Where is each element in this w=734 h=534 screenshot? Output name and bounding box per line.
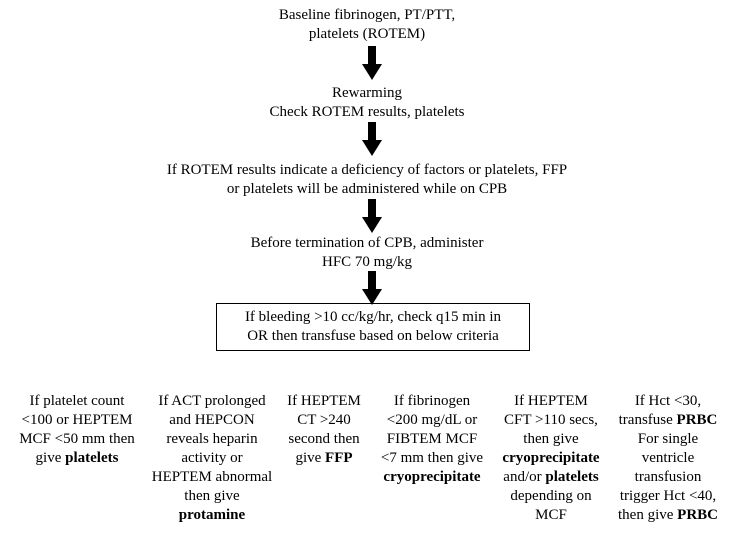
criterion-text: If ACT prolonged xyxy=(158,393,266,409)
criterion-protamine xyxy=(146,392,278,525)
criterion-text: reveals heparin xyxy=(166,431,258,447)
criterion-text: HEPTEM abnormal xyxy=(151,469,273,485)
step-before-termination xyxy=(0,234,734,272)
down-arrow-icon xyxy=(362,122,382,158)
criterion-text: CT >240 xyxy=(297,412,351,428)
criterion-ffp xyxy=(280,392,368,468)
criterion-line xyxy=(146,449,278,468)
criterion-text: CFT >110 secs, xyxy=(504,412,598,428)
criterion-text: trigger Hct <40, xyxy=(619,488,717,504)
criterion-line xyxy=(368,411,496,430)
criterion-treatment: cryoprecipitate xyxy=(502,450,600,466)
criterion-text: and HEPCON xyxy=(169,412,255,428)
criterion-line xyxy=(280,392,368,411)
criterion-text: MCF xyxy=(535,507,567,523)
step-line: or platelets will be administered while on CPB xyxy=(226,181,508,197)
criterion-line xyxy=(496,411,606,430)
criterion-line xyxy=(496,392,606,411)
criterion-line xyxy=(368,449,496,468)
criterion-line xyxy=(606,487,730,506)
criterion-line xyxy=(606,468,730,487)
criterion-line xyxy=(496,487,606,506)
criterion-treatment: platelets xyxy=(65,450,119,466)
step-line: Baseline fibrinogen, PT/PTT, xyxy=(278,7,456,23)
criterion-platelets xyxy=(8,392,146,468)
down-arrow-icon xyxy=(362,46,382,82)
criterion-line xyxy=(496,449,606,468)
criterion-line xyxy=(606,430,730,449)
criterion-line xyxy=(496,430,606,449)
step-line: Check ROTEM results, platelets xyxy=(269,104,465,120)
criterion-treatment: protamine xyxy=(178,507,246,523)
criterion-line xyxy=(496,506,606,525)
criterion-treatment: PRBC xyxy=(676,412,718,428)
criterion-text: If fibrinogen xyxy=(393,393,471,409)
criterion-text: depending on xyxy=(510,488,592,504)
step-line: If ROTEM results indicate a deficiency of factors or platelets, FFP xyxy=(166,162,568,178)
criterion-line xyxy=(8,411,146,430)
criterion-text: then give xyxy=(184,488,240,504)
criterion-cryo-or-platelets xyxy=(496,392,606,525)
criterion-text: <100 or HEPTEM xyxy=(21,412,133,428)
criterion-text: transfuse xyxy=(618,412,677,428)
criterion-cryoprecipitate xyxy=(368,392,496,487)
criterion-text: If HEPTEM xyxy=(514,393,588,409)
criterion-line xyxy=(496,468,606,487)
criterion-line xyxy=(606,392,730,411)
step-line: Before termination of CPB, administer xyxy=(250,235,484,251)
criterion-line xyxy=(280,430,368,449)
criterion-text: ventricle xyxy=(641,450,695,466)
criterion-treatment: platelets xyxy=(545,469,599,485)
criterion-line xyxy=(368,430,496,449)
criterion-treatment: cryoprecipitate xyxy=(383,469,481,485)
criterion-text: FIBTEM MCF xyxy=(386,431,478,447)
box-line: If bleeding >10 cc/kg/hr, check q15 min in xyxy=(244,309,502,325)
criterion-line xyxy=(146,411,278,430)
step-rewarming xyxy=(0,84,734,122)
criterion-line xyxy=(8,430,146,449)
step-line: platelets (ROTEM) xyxy=(308,26,426,42)
criterion-line xyxy=(606,411,730,430)
criterion-text: and/or xyxy=(503,469,546,485)
down-arrow-icon xyxy=(362,271,382,307)
criterion-line xyxy=(368,392,496,411)
criterion-prbc xyxy=(606,392,730,525)
criterion-text: If platelet count xyxy=(29,393,125,409)
criterion-text: give xyxy=(35,450,66,466)
criterion-line xyxy=(146,506,278,525)
criterion-text: If HEPTEM xyxy=(287,393,361,409)
criterion-text: transfusion xyxy=(634,469,702,485)
criterion-text: MCF <50 mm then xyxy=(19,431,135,447)
down-arrow-icon xyxy=(362,199,382,235)
criterion-text: <200 mg/dL or xyxy=(386,412,478,428)
criterion-line xyxy=(280,449,368,468)
step-baseline xyxy=(0,6,734,44)
criterion-line xyxy=(606,449,730,468)
criterion-text: If Hct <30, xyxy=(634,393,702,409)
box-line: OR then transfuse based on below criteria xyxy=(247,328,499,344)
criterion-text: then give xyxy=(618,507,678,523)
criterion-text: second then xyxy=(288,431,360,447)
bleeding-check-box xyxy=(216,303,530,351)
criterion-line xyxy=(606,506,730,525)
criterion-line xyxy=(146,487,278,506)
step-rotem-deficiency xyxy=(0,161,734,199)
criterion-text: give xyxy=(295,450,326,466)
criterion-text: then give xyxy=(523,431,579,447)
criterion-text: For single xyxy=(637,431,699,447)
criterion-line xyxy=(146,468,278,487)
criterion-line xyxy=(146,430,278,449)
step-line: HFC 70 mg/kg xyxy=(321,254,412,270)
criterion-line xyxy=(8,449,146,468)
criterion-line xyxy=(368,468,496,487)
criterion-treatment: PRBC xyxy=(677,507,718,523)
criterion-treatment: FFP xyxy=(325,450,353,466)
criterion-line xyxy=(146,392,278,411)
criterion-line xyxy=(8,392,146,411)
step-line: Rewarming xyxy=(332,85,402,101)
criterion-text: <7 mm then give xyxy=(380,450,484,466)
criterion-line xyxy=(280,411,368,430)
criterion-text: activity or xyxy=(181,450,243,466)
